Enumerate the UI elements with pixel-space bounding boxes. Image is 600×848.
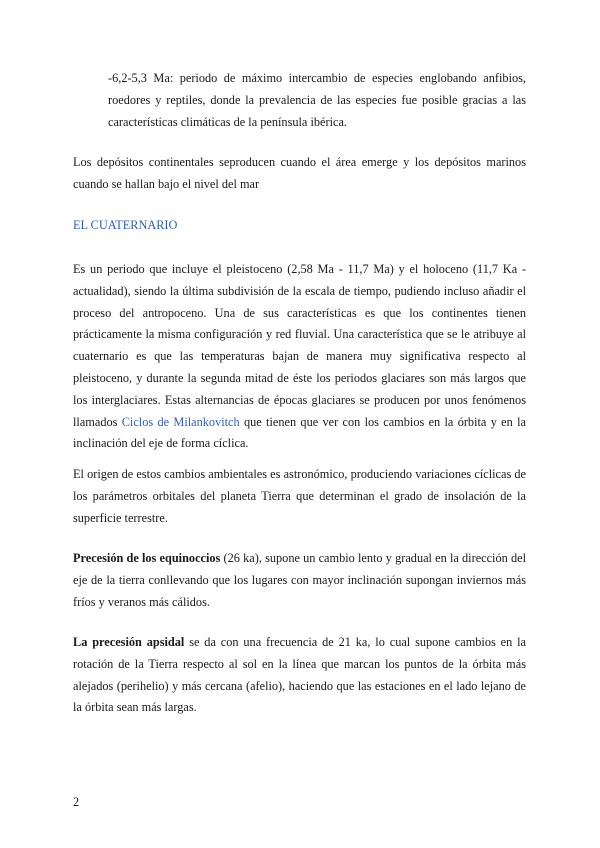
precesion-term: Precesión de los equinoccios: [73, 551, 221, 565]
cuaternario-text-start: Es un periodo que incluye el pleistoceno (2,58 Ma - 11,7 Ma) y el holoceno (11,7 Ka - actualidad), siendo la última subdivisión de la escala de tiempo, pudiendo incluso añadir el proceso del antropoceno. Una de sus características es que los continentes tienen prácticamente la misma configuración y red fluvial. Una característica que se le atribuye al cuaternario es que las temperaturas bajan de manera muy significativa respecto al pleistoceno, y durante la segunda mitad de éste los periodos glaciares son más largos que los interglaciares. Estas alternancias de épocas glaciares se producen por unos fenómenos llamados: [73, 262, 526, 429]
deposits-paragraph: [73, 152, 526, 196]
precesion-text: (26 ka), supone un cambio lento y gradual en la dirección del eje de la tierra conllevando que los lugares con mayor inclinación supongan inviernos más fríos y veranos más cálidos.: [73, 551, 526, 609]
cuaternario-text-end: que tienen que ver con los cambios en la órbita y en la inclinación del eje de forma cíclica.: [73, 414, 526, 451]
bullet-text: -6,2-5,3 Ma: periodo de máximo intercambio de especies englobando anfibios, roedores y reptiles, donde la prevalencia de las especies fue posible gracias a las características climáticas de la península ibérica.: [108, 71, 526, 129]
deposits-text: Los depósitos continentales seproducen cuando el área emerge y los depósitos marinos cuando se hallan bajo el nivel del mar: [73, 155, 526, 191]
section-heading: EL CUATERNARIO: [73, 218, 178, 232]
page-number: 2: [73, 795, 80, 809]
apsidal-text: se da con una frecuencia de 21 ka, lo cual supone cambios en la rotación de la Tierra respecto al sol en la línea que marcan los puntos de la órbita más alejados (perihelio) y más cercana (afelio), haciendo que las estaciones en el lado lejano de la órbita sean más largas.: [73, 635, 526, 715]
cuaternario-paragraph: [73, 259, 526, 455]
apsidal-paragraph: [73, 632, 526, 719]
bullet-paragraph: [108, 68, 526, 133]
precesion-paragraph: [73, 548, 526, 613]
apsidal-term: La precesión apsidal: [73, 635, 185, 649]
origin-paragraph: [73, 464, 526, 529]
milankovitch-link[interactable]: Ciclos de Milankovitch: [121, 414, 240, 429]
origin-text: El origen de estos cambios ambientales es astronómico, produciendo variaciones cíclicas de los parámetros orbitales del planeta Tierra que determinan el grado de insolación de la superficie terrestre.: [73, 467, 526, 525]
